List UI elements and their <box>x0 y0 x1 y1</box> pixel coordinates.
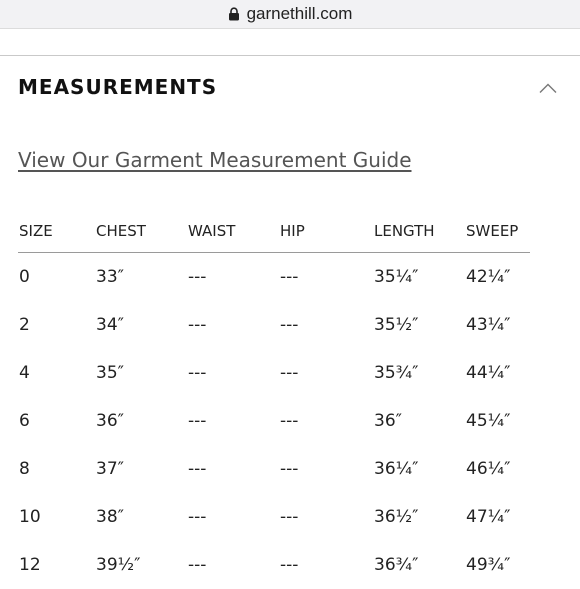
table-row <box>18 253 530 301</box>
column-header-waist: WAIST <box>188 222 236 240</box>
cell-hip: --- <box>280 507 299 527</box>
section-title: MEASUREMENTS <box>18 75 218 99</box>
cell-sweep: 43¼″ <box>466 315 511 335</box>
cell-sweep: 46¼″ <box>466 459 511 479</box>
cell-chest: 39½″ <box>96 555 141 575</box>
table-row <box>18 493 530 541</box>
cell-length: 36½″ <box>374 507 419 527</box>
address-bar[interactable] <box>0 0 580 29</box>
table-row <box>18 301 530 349</box>
url-display[interactable] <box>228 4 353 24</box>
cell-size: 2 <box>19 315 30 335</box>
cell-sweep: 42¼″ <box>466 267 511 287</box>
measurement-guide-link[interactable]: View Our Garment Measurement Guide <box>18 148 412 172</box>
cell-hip: --- <box>280 363 299 383</box>
cell-sweep: 47¼″ <box>466 507 511 527</box>
cell-sweep: 44¼″ <box>466 363 511 383</box>
cell-waist: --- <box>188 363 207 383</box>
cell-sweep: 45¼″ <box>466 411 511 431</box>
table-row <box>18 541 530 589</box>
chevron-up-icon[interactable] <box>538 82 558 94</box>
cell-chest: 38″ <box>96 507 124 527</box>
table-header <box>18 218 530 253</box>
column-header-sweep: SWEEP <box>466 222 519 240</box>
cell-sweep: 49¾″ <box>466 555 511 575</box>
cell-waist: --- <box>188 315 207 335</box>
cell-hip: --- <box>280 411 299 431</box>
cell-waist: --- <box>188 411 207 431</box>
cell-length: 36″ <box>374 411 402 431</box>
table-row <box>18 445 530 493</box>
measurements-table <box>18 218 530 589</box>
cell-size: 8 <box>19 459 30 479</box>
cell-hip: --- <box>280 267 299 287</box>
cell-waist: --- <box>188 267 207 287</box>
cell-waist: --- <box>188 555 207 575</box>
cell-length: 35¼″ <box>374 267 419 287</box>
cell-length: 35½″ <box>374 315 419 335</box>
cell-size: 12 <box>19 555 41 575</box>
cell-size: 6 <box>19 411 30 431</box>
table-row <box>18 349 530 397</box>
lock-icon <box>228 7 240 21</box>
column-header-chest: CHEST <box>96 222 146 240</box>
cell-length: 36¾″ <box>374 555 419 575</box>
column-header-size: SIZE <box>19 222 53 240</box>
divider <box>0 55 580 56</box>
column-header-length: LENGTH <box>374 222 435 240</box>
cell-chest: 35″ <box>96 363 124 383</box>
cell-chest: 33″ <box>96 267 124 287</box>
cell-waist: --- <box>188 507 207 527</box>
cell-chest: 37″ <box>96 459 124 479</box>
cell-length: 35¾″ <box>374 363 419 383</box>
cell-size: 4 <box>19 363 30 383</box>
cell-hip: --- <box>280 315 299 335</box>
cell-waist: --- <box>188 459 207 479</box>
cell-chest: 34″ <box>96 315 124 335</box>
cell-hip: --- <box>280 555 299 575</box>
cell-hip: --- <box>280 459 299 479</box>
cell-chest: 36″ <box>96 411 124 431</box>
cell-size: 10 <box>19 507 41 527</box>
table-body <box>18 253 530 589</box>
column-header-hip: HIP <box>280 222 305 240</box>
url-text: garnethill.com <box>246 4 353 23</box>
table-row <box>18 397 530 445</box>
cell-size: 0 <box>19 267 30 287</box>
cell-length: 36¼″ <box>374 459 419 479</box>
